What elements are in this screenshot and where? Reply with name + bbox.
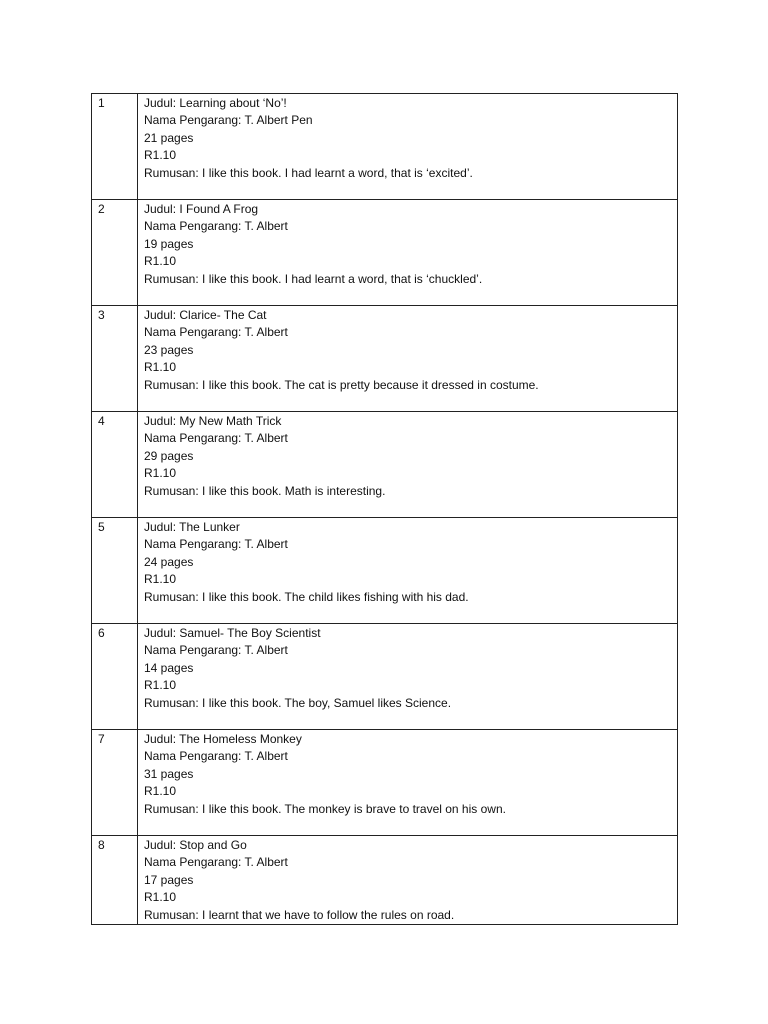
entry-summary: Rumusan: I like this book. I had learnt a word, that is ‘excited’. [144,165,473,180]
entry-number: 5 [92,518,138,624]
table-row [92,200,678,306]
entry-pages: 31 pages [144,766,194,781]
entry-title: Judul: The Lunker [144,520,240,534]
entry-author: Nama Pengarang: T. Albert [144,749,288,764]
entry-details [138,730,678,836]
table-row [92,412,678,518]
entry-summary: Rumusan: I like this book. The boy, Samuel likes Science. [144,695,452,710]
entry-price: R1.10 [144,890,177,905]
entry-price: R1.10 [144,784,177,799]
entry-pages: 23 pages [144,342,194,357]
entry-title: Judul: The Homeless Monkey [144,732,302,746]
entry-summary: Rumusan: I learnt that we have to follow the rules on road. [144,907,455,922]
entry-number: 3 [92,306,138,412]
entry-summary: Rumusan: I like this book. The monkey is brave to travel on his own. [144,801,506,816]
entry-title: Judul: Learning about ‘No’! [144,96,287,110]
entry-price: R1.10 [144,572,177,587]
entry-details [138,94,678,200]
entry-price: R1.10 [144,466,177,481]
entry-pages: 21 pages [144,130,194,145]
entry-price: R1.10 [144,678,177,693]
entry-price: R1.10 [144,360,177,375]
entry-author: Nama Pengarang: T. Albert [144,855,288,870]
table-row [92,306,678,412]
entry-details [138,200,678,306]
entry-author: Nama Pengarang: T. Albert [144,431,288,446]
entry-number: 1 [92,94,138,200]
entry-number: 8 [92,836,138,925]
entry-number: 6 [92,624,138,730]
entry-summary: Rumusan: I like this book. I had learnt a word, that is ‘chuckled’. [144,271,483,286]
entry-number: 2 [92,200,138,306]
table-row [92,730,678,836]
entry-author: Nama Pengarang: T. Albert [144,643,288,658]
entry-price: R1.10 [144,148,177,163]
entry-pages: 17 pages [144,872,194,887]
reading-log-table [91,93,678,925]
entry-summary: Rumusan: I like this book. The child likes fishing with his dad. [144,589,469,604]
entry-pages: 29 pages [144,448,194,463]
entry-title: Judul: Clarice- The Cat [144,308,267,322]
entry-details [138,306,678,412]
entry-summary: Rumusan: I like this book. Math is interesting. [144,483,386,498]
entry-details [138,624,678,730]
entry-number: 4 [92,412,138,518]
entry-number: 7 [92,730,138,836]
entry-details [138,836,678,925]
table-row [92,624,678,730]
entry-pages: 19 pages [144,236,194,251]
entry-title: Judul: Stop and Go [144,838,247,852]
entry-pages: 24 pages [144,554,194,569]
entry-title: Judul: I Found A Frog [144,202,259,216]
entry-pages: 14 pages [144,660,194,675]
entry-details [138,412,678,518]
entry-title: Judul: Samuel- The Boy Scientist [144,626,321,640]
table-row [92,836,678,925]
entry-author: Nama Pengarang: T. Albert [144,537,288,552]
entry-title: Judul: My New Math Trick [144,414,282,428]
entry-price: R1.10 [144,254,177,269]
table-row [92,94,678,200]
entry-author: Nama Pengarang: T. Albert Pen [144,113,313,128]
entry-author: Nama Pengarang: T. Albert [144,219,288,234]
entry-details [138,518,678,624]
entry-author: Nama Pengarang: T. Albert [144,325,288,340]
entry-summary: Rumusan: I like this book. The cat is pretty because it dressed in costume. [144,377,539,392]
table-row [92,518,678,624]
